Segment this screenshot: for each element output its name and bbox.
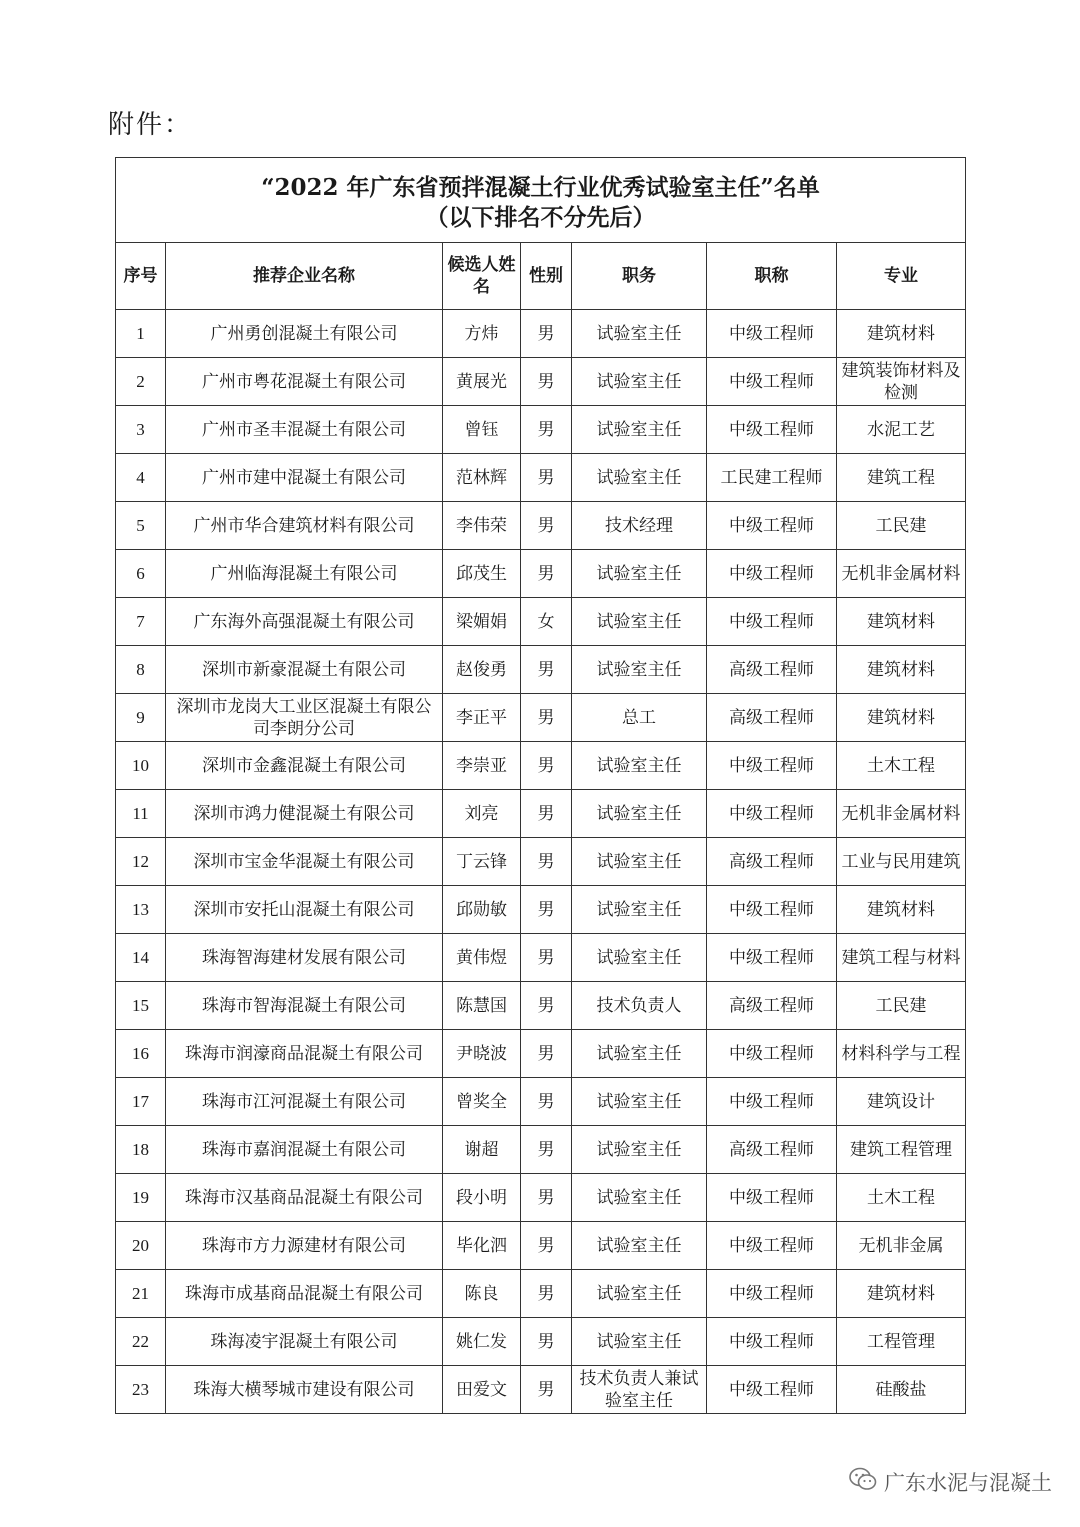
cell-seq: 8 [116,646,166,694]
cell-name: 毕化泗 [443,1222,521,1270]
cell-position: 试验室主任 [572,406,707,454]
cell-title: 中级工程师 [707,406,837,454]
cell-title: 高级工程师 [707,694,837,742]
cell-gender: 男 [521,838,572,886]
cell-name: 邱勋敏 [443,886,521,934]
cell-seq: 6 [116,550,166,598]
cell-seq: 9 [116,694,166,742]
cell-major: 建筑设计 [837,1078,966,1126]
cell-seq: 14 [116,934,166,982]
cell-name: 谢超 [443,1126,521,1174]
cell-seq: 2 [116,358,166,406]
header-row [116,243,966,310]
cell-major: 建筑材料 [837,694,966,742]
cell-seq: 10 [116,742,166,790]
cell-company: 珠海市方力源建材有限公司 [166,1222,443,1270]
cell-seq: 12 [116,838,166,886]
cell-name: 尹晓波 [443,1030,521,1078]
cell-title: 中级工程师 [707,1270,837,1318]
cell-title: 中级工程师 [707,886,837,934]
cell-name: 刘亮 [443,790,521,838]
cell-position: 试验室主任 [572,1174,707,1222]
table-row [116,1174,966,1222]
cell-name: 黄展光 [443,358,521,406]
cell-position: 总工 [572,694,707,742]
cell-gender: 男 [521,646,572,694]
cell-major: 工程管理 [837,1318,966,1366]
cell-name: 赵俊勇 [443,646,521,694]
cell-position: 试验室主任 [572,838,707,886]
header-gender: 性别 [521,243,572,310]
table-row [116,982,966,1030]
cell-position: 试验室主任 [572,1222,707,1270]
cell-title: 高级工程师 [707,1126,837,1174]
cell-seq: 7 [116,598,166,646]
cell-major: 工民建 [837,502,966,550]
cell-company: 深圳市鸿力健混凝土有限公司 [166,790,443,838]
cell-seq: 20 [116,1222,166,1270]
table-row [116,550,966,598]
cell-position: 试验室主任 [572,886,707,934]
cell-title: 中级工程师 [707,934,837,982]
table-row [116,310,966,358]
table-row [116,886,966,934]
cell-name: 邱茂生 [443,550,521,598]
table-row [116,646,966,694]
cell-gender: 男 [521,742,572,790]
cell-seq: 15 [116,982,166,1030]
cell-gender: 男 [521,886,572,934]
cell-major: 土木工程 [837,1174,966,1222]
cell-gender: 男 [521,1366,572,1414]
cell-gender: 男 [521,694,572,742]
cell-company: 珠海市嘉润混凝土有限公司 [166,1126,443,1174]
cell-position: 试验室主任 [572,358,707,406]
cell-company: 珠海大横琴城市建设有限公司 [166,1366,443,1414]
cell-company: 珠海市江河混凝土有限公司 [166,1078,443,1126]
cell-name: 姚仁发 [443,1318,521,1366]
cell-company: 深圳市金鑫混凝土有限公司 [166,742,443,790]
cell-position: 试验室主任 [572,646,707,694]
cell-gender: 男 [521,502,572,550]
cell-company: 深圳市安托山混凝土有限公司 [166,886,443,934]
cell-major: 土木工程 [837,742,966,790]
table-row [116,454,966,502]
table-row [116,694,966,742]
cell-gender: 男 [521,310,572,358]
cell-position: 试验室主任 [572,550,707,598]
cell-seq: 16 [116,1030,166,1078]
cell-name: 范林辉 [443,454,521,502]
cell-seq: 3 [116,406,166,454]
cell-title: 高级工程师 [707,646,837,694]
cell-major: 无机非金属材料 [837,550,966,598]
cell-company: 广州勇创混凝土有限公司 [166,310,443,358]
cell-gender: 男 [521,982,572,1030]
cell-company: 珠海市汉基商品混凝土有限公司 [166,1174,443,1222]
header-company: 推荐企业名称 [166,243,443,310]
table-subtitle: （以下排名不分先后） [425,204,656,231]
cell-gender: 男 [521,1030,572,1078]
cell-title: 中级工程师 [707,1222,837,1270]
cell-position: 试验室主任 [572,1078,707,1126]
table-row [116,1318,966,1366]
cell-title: 高级工程师 [707,982,837,1030]
cell-position: 试验室主任 [572,310,707,358]
cell-gender: 男 [521,358,572,406]
cell-seq: 1 [116,310,166,358]
cell-major: 工民建 [837,982,966,1030]
cell-gender: 男 [521,406,572,454]
cell-title: 中级工程师 [707,358,837,406]
watermark-text: 广东水泥与混凝土 [884,1470,1052,1495]
cell-title: 中级工程师 [707,742,837,790]
cell-position: 技术负责人 [572,982,707,1030]
cell-name: 曾钰 [443,406,521,454]
table-row [116,358,966,406]
cell-name: 曾奖全 [443,1078,521,1126]
table-row [116,934,966,982]
cell-title: 中级工程师 [707,598,837,646]
cell-title: 工民建工程师 [707,454,837,502]
cell-name: 李伟荣 [443,502,521,550]
cell-gender: 女 [521,598,572,646]
cell-major: 无机非金属 [837,1222,966,1270]
cell-major: 建筑材料 [837,1270,966,1318]
cell-seq: 21 [116,1270,166,1318]
table-row [116,1270,966,1318]
cell-company: 广州市粤花混凝土有限公司 [166,358,443,406]
cell-major: 工业与民用建筑 [837,838,966,886]
cell-company: 珠海凌宇混凝土有限公司 [166,1318,443,1366]
cell-seq: 19 [116,1174,166,1222]
header-seq: 序号 [116,243,166,310]
table-row [116,1078,966,1126]
cell-title: 中级工程师 [707,1030,837,1078]
header-major: 专业 [837,243,966,310]
cell-title: 中级工程师 [707,1078,837,1126]
cell-company: 珠海市润濠商品混凝土有限公司 [166,1030,443,1078]
cell-title: 中级工程师 [707,790,837,838]
cell-company: 广州市华合建筑材料有限公司 [166,502,443,550]
cell-title: 中级工程师 [707,310,837,358]
cell-gender: 男 [521,1318,572,1366]
cell-position: 试验室主任 [572,1126,707,1174]
cell-company: 深圳市新豪混凝土有限公司 [166,646,443,694]
table-row [116,598,966,646]
header-title: 职称 [707,243,837,310]
table-row [116,406,966,454]
cell-major: 建筑材料 [837,646,966,694]
cell-position: 试验室主任 [572,598,707,646]
cell-name: 田爱文 [443,1366,521,1414]
cell-title: 中级工程师 [707,1318,837,1366]
cell-major: 建筑工程管理 [837,1126,966,1174]
candidate-table [115,157,966,1414]
cell-name: 陈慧国 [443,982,521,1030]
cell-gender: 男 [521,1270,572,1318]
table-row [116,1030,966,1078]
cell-gender: 男 [521,454,572,502]
cell-major: 建筑工程与材料 [837,934,966,982]
cell-major: 建筑材料 [837,310,966,358]
cell-position: 试验室主任 [572,1030,707,1078]
cell-seq: 18 [116,1126,166,1174]
cell-title: 中级工程师 [707,502,837,550]
watermark [848,1466,1052,1497]
table-row [116,742,966,790]
table-title: “2022 年广东省预拌混凝土行业优秀试验室主任”名单 [261,174,820,201]
cell-company: 珠海市成基商品混凝土有限公司 [166,1270,443,1318]
cell-seq: 17 [116,1078,166,1126]
cell-company: 深圳市龙岗大工业区混凝土有限公司李朗分公司 [166,694,443,742]
cell-company: 珠海市智海混凝土有限公司 [166,982,443,1030]
cell-title: 高级工程师 [707,838,837,886]
table-row [116,1126,966,1174]
table-body [116,310,966,1414]
cell-seq: 4 [116,454,166,502]
cell-company: 广东海外高强混凝土有限公司 [166,598,443,646]
wechat-icon [848,1466,884,1497]
cell-seq: 11 [116,790,166,838]
cell-gender: 男 [521,1222,572,1270]
cell-gender: 男 [521,550,572,598]
table-row [116,790,966,838]
cell-name: 李崇亚 [443,742,521,790]
cell-name: 梁媚娟 [443,598,521,646]
cell-gender: 男 [521,790,572,838]
cell-position: 技术经理 [572,502,707,550]
cell-name: 陈良 [443,1270,521,1318]
cell-name: 李正平 [443,694,521,742]
cell-name: 黄伟煜 [443,934,521,982]
cell-company: 深圳市宝金华混凝土有限公司 [166,838,443,886]
cell-position: 试验室主任 [572,742,707,790]
cell-position: 技术负责人兼试验室主任 [572,1366,707,1414]
table-row [116,1222,966,1270]
table-title-cell [116,158,966,243]
cell-seq: 13 [116,886,166,934]
cell-name: 段小明 [443,1174,521,1222]
cell-position: 试验室主任 [572,790,707,838]
table-row [116,1366,966,1414]
cell-seq: 22 [116,1318,166,1366]
cell-seq: 23 [116,1366,166,1414]
cell-gender: 男 [521,1078,572,1126]
cell-title: 中级工程师 [707,1366,837,1414]
attachment-label: 附件： [108,110,193,140]
cell-major: 材料科学与工程 [837,1030,966,1078]
cell-major: 建筑材料 [837,598,966,646]
cell-position: 试验室主任 [572,454,707,502]
cell-position: 试验室主任 [572,934,707,982]
header-position: 职务 [572,243,707,310]
cell-major: 无机非金属材料 [837,790,966,838]
cell-company: 广州临海混凝土有限公司 [166,550,443,598]
table-row [116,502,966,550]
table-row [116,838,966,886]
cell-company: 广州市建中混凝土有限公司 [166,454,443,502]
cell-title: 中级工程师 [707,1174,837,1222]
cell-position: 试验室主任 [572,1270,707,1318]
cell-seq: 5 [116,502,166,550]
cell-title: 中级工程师 [707,550,837,598]
cell-gender: 男 [521,1126,572,1174]
cell-position: 试验室主任 [572,1318,707,1366]
cell-company: 广州市圣丰混凝土有限公司 [166,406,443,454]
cell-major: 建筑材料 [837,886,966,934]
cell-gender: 男 [521,1174,572,1222]
cell-gender: 男 [521,934,572,982]
cell-name: 丁云锋 [443,838,521,886]
cell-major: 建筑工程 [837,454,966,502]
cell-major: 水泥工艺 [837,406,966,454]
cell-name: 方炜 [443,310,521,358]
header-name: 候选人姓名 [443,243,521,310]
cell-major: 硅酸盐 [837,1366,966,1414]
cell-company: 珠海智海建材发展有限公司 [166,934,443,982]
cell-major: 建筑装饰材料及检测 [837,358,966,406]
